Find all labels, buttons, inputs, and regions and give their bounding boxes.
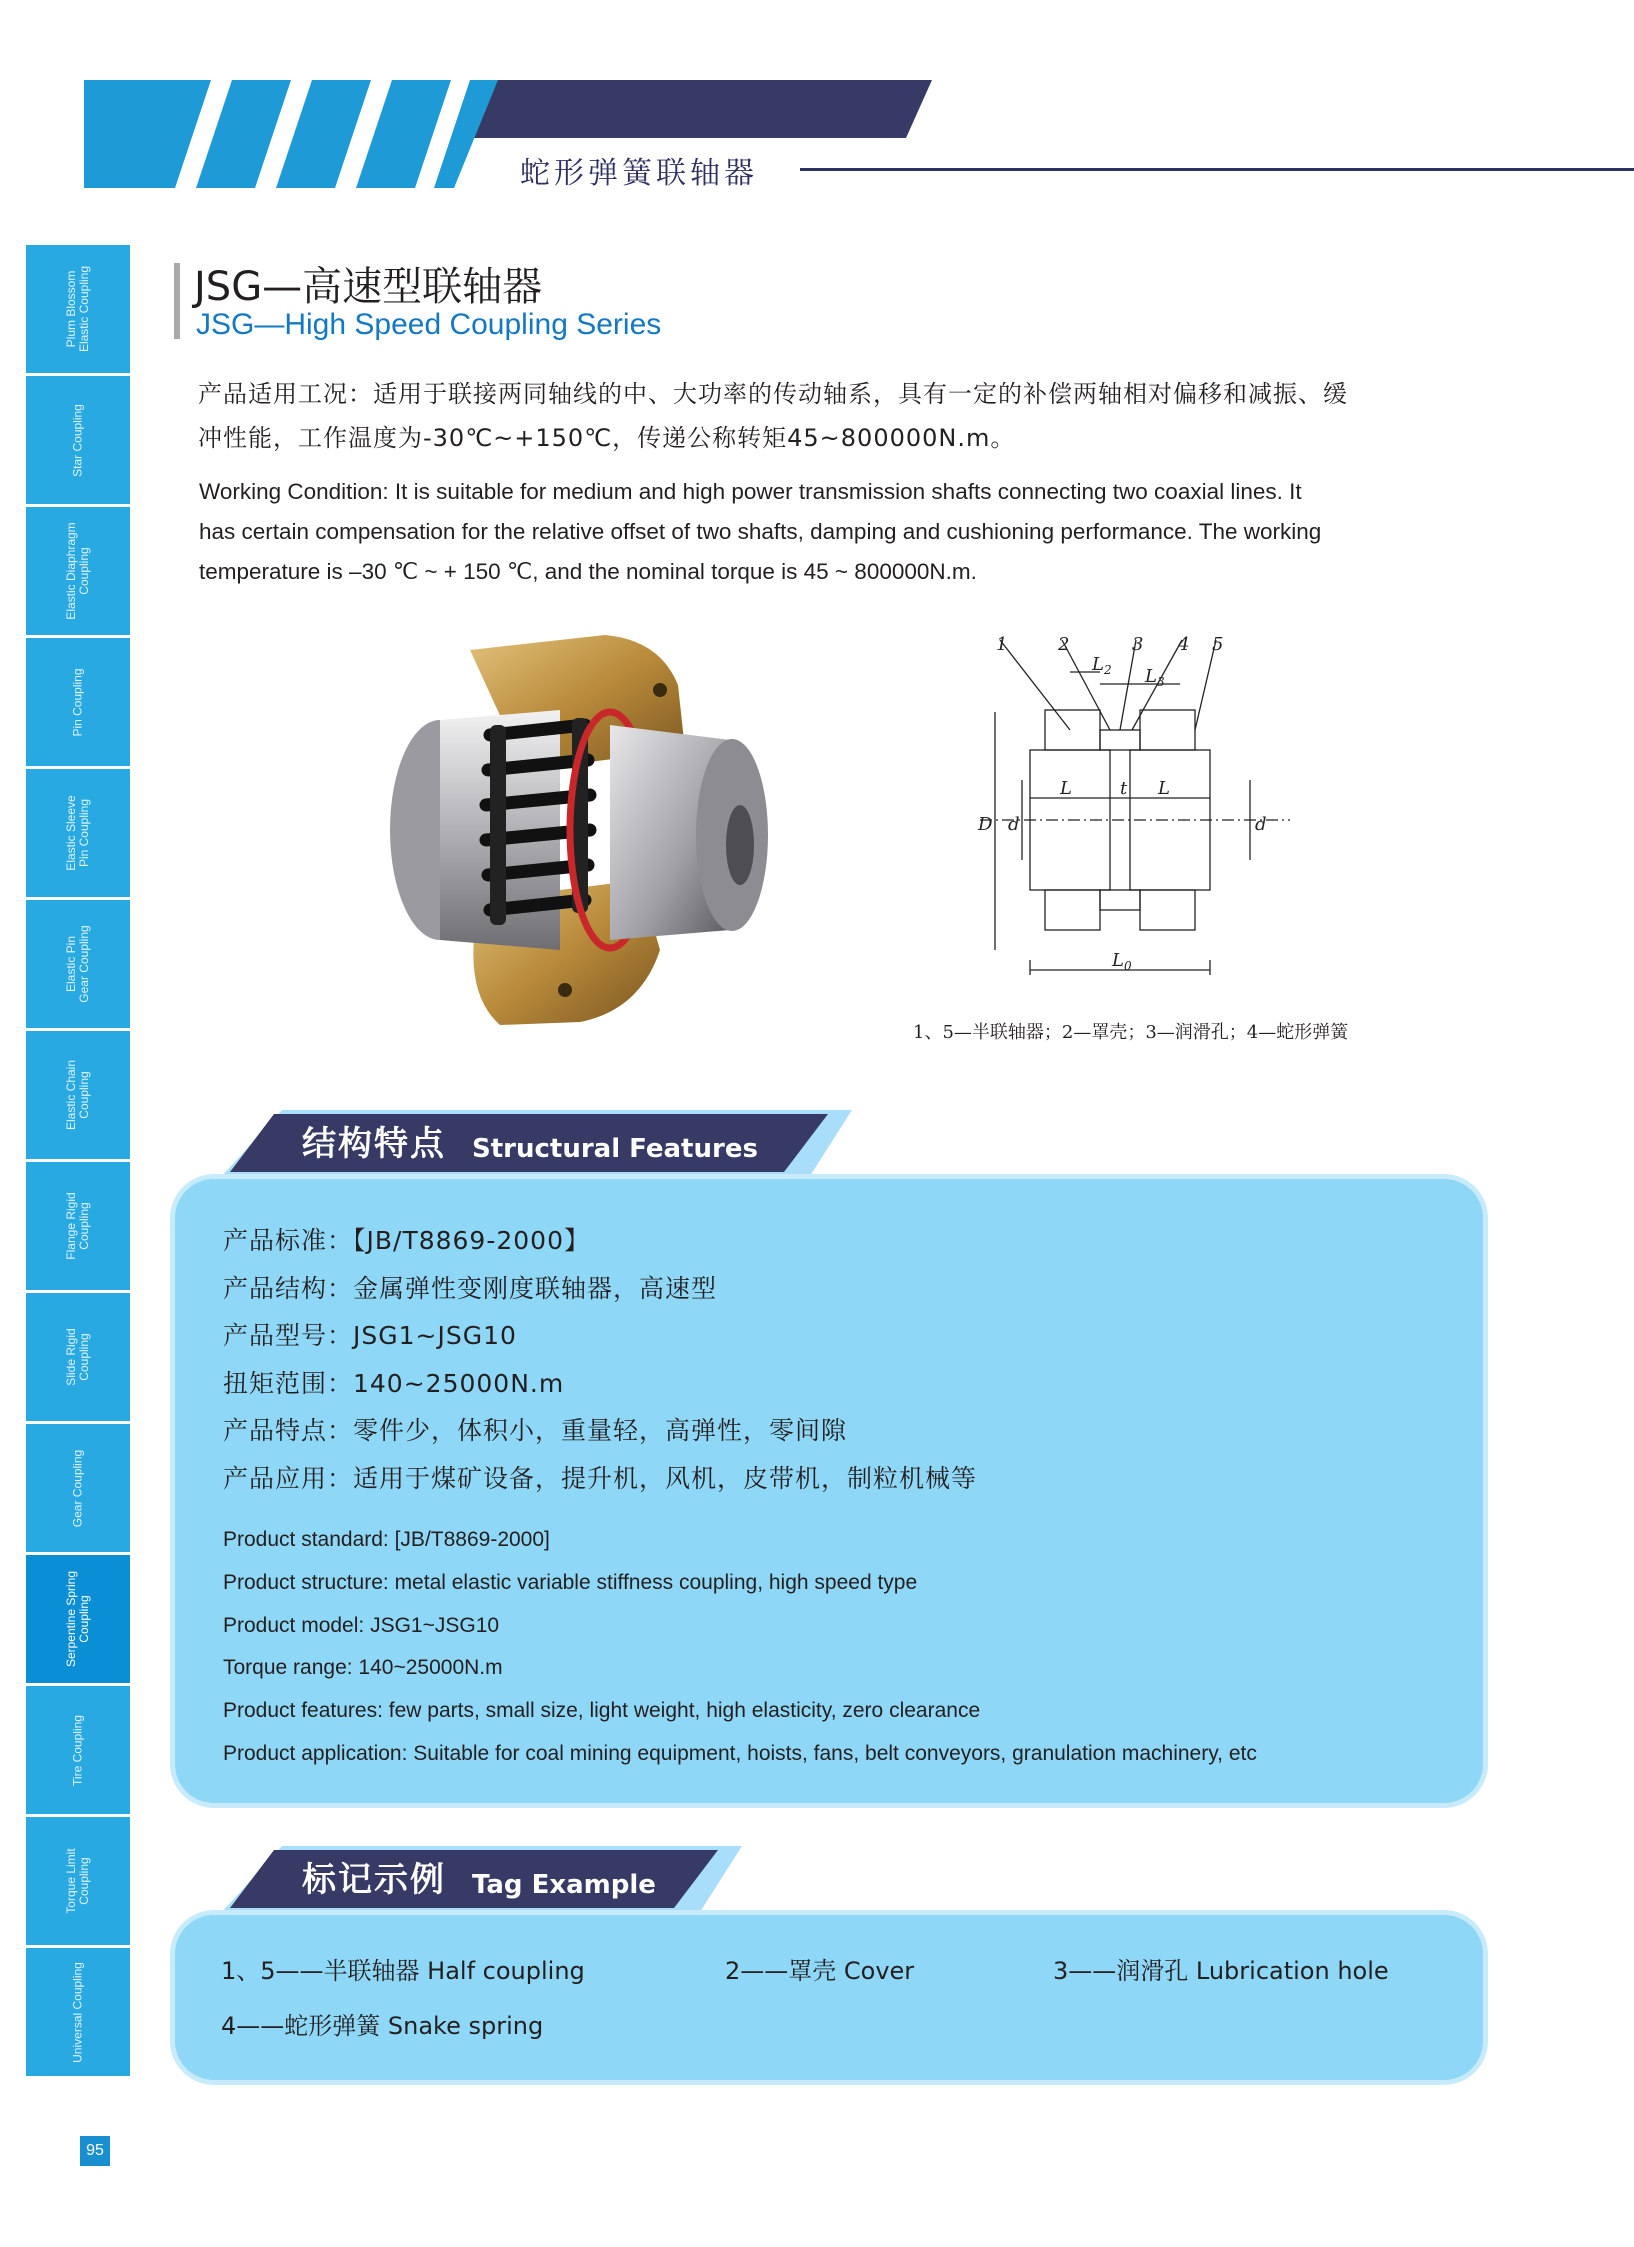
sidebar-item-elastic-diaphragm[interactable] (26, 507, 130, 635)
tag-item-half-coupling: 1、5——半联轴器 Half coupling (221, 1957, 585, 1985)
sidebar-item-torque-limit[interactable] (26, 1817, 130, 1945)
feature-en-line: Product structure: metal elastic variable stiffness coupling, high speed type (223, 1570, 918, 1594)
dim-l3-letter: L (1145, 666, 1157, 687)
tag-item-cover: 2——罩壳 Cover (725, 1957, 915, 1985)
dim-l0 (1111, 950, 1132, 973)
title-accent-bar (174, 263, 180, 339)
intro-cn (198, 372, 1518, 460)
page-number: 95 (80, 2136, 110, 2166)
sidebar-item-label: Elastic Diaphragm Coupling (64, 522, 91, 620)
sidebar-item-label: Plum Blossom Elastic Coupling (64, 265, 91, 353)
drawing-caption: 1、5—半联轴器；2—罩壳；3—润滑孔；4—蛇形弹簧 (913, 1022, 1349, 1043)
feature-cn-line: 产品结构：金属弹性变刚度联轴器，高速型 (223, 1273, 718, 1303)
tag-example-header-en: Tag Example (472, 1870, 656, 1900)
sidebar-item-pin[interactable] (26, 638, 130, 766)
dim-l2 (1091, 654, 1112, 677)
dim-l-right: L (1158, 778, 1170, 799)
dim-d-left: d (1008, 814, 1020, 835)
sidebar-item-label: Tire Coupling (70, 1714, 85, 1786)
dim-l3-sub: 3 (1156, 675, 1165, 689)
header-divider (800, 168, 1634, 171)
coupling-product-photo (360, 630, 780, 1030)
sidebar-item-label: Elastic Chain Coupling (64, 1059, 91, 1131)
sidebar-item-label: Star Coupling (70, 403, 85, 477)
sidebar-item-label: Elastic Sleeve Pin Coupling (64, 795, 91, 871)
dim-l-left: L (1060, 778, 1072, 799)
intro-en-line: has certain compensation for the relative offset of two shafts, damping and cushioning performance. The working (199, 519, 1322, 544)
sidebar-item-label: Torque Limit Coupling (64, 1848, 91, 1914)
intro-en-line: Working Condition: It is suitable for medium and high power transmission shafts connecting two coaxial lines. It (199, 479, 1302, 504)
dim-d-outer: D (978, 814, 993, 835)
page-subtitle: JSG—High Speed Coupling Series (196, 308, 662, 341)
dim-l2-letter: L (1092, 654, 1104, 675)
sidebar-item-slide-rigid[interactable] (26, 1293, 130, 1421)
feature-en-line: Torque range: 140~25000N.m (223, 1656, 503, 1680)
dim-t: t (1120, 778, 1128, 799)
tag-example-box (170, 1910, 1488, 2085)
sidebar-item-label: Slide Rigid Coupling (64, 1328, 91, 1386)
features-header-en: Structural Features (472, 1134, 758, 1164)
callout-3: 3 (1132, 634, 1144, 655)
intro-cn-line: 产品适用工况：适用于联接两同轴线的中、大功率的传动轴系，具有一定的补偿两轴相对偏移和减振、缓 (198, 380, 1348, 408)
intro-en (199, 472, 1519, 592)
sidebar-item-label: Gear Coupling (70, 1449, 85, 1527)
features-box (170, 1174, 1488, 1808)
tag-example-header-cn: 标记示例 (302, 1860, 446, 1900)
technical-drawing (960, 630, 1340, 1030)
sidebar-item-gear[interactable] (26, 1424, 130, 1552)
dim-l0-sub: 0 (1123, 959, 1132, 973)
feature-en-line: Product model: JSG1~JSG10 (223, 1613, 500, 1637)
dim-l2-sub: 2 (1103, 663, 1112, 677)
sidebar-item-elastic-chain[interactable] (26, 1031, 130, 1159)
sidebar-item-flange-rigid[interactable] (26, 1162, 130, 1290)
dim-l3 (1144, 666, 1165, 689)
header-title: 蛇形弹簧联轴器 (520, 156, 758, 191)
feature-cn-line: 扭矩范围：140~25000N.m (223, 1368, 565, 1398)
features-header-cn: 结构特点 (302, 1124, 446, 1164)
sidebar-item-elastic-pin-gear[interactable] (26, 900, 130, 1028)
features-en-list (223, 1519, 1257, 1776)
category-sidebar (26, 245, 130, 2081)
feature-cn-line: 产品应用：适用于煤矿设备，提升机，风机，皮带机，制粒机械等 (223, 1463, 978, 1493)
page-title: JSG—高速型联轴器 (194, 264, 543, 310)
features-header (222, 1110, 852, 1176)
feature-en-line: Product standard: [JB/T8869-2000] (223, 1528, 550, 1551)
feature-cn-line: 产品标准：【JB/T8869-2000】 (223, 1226, 590, 1255)
tag-item-snake-spring: 4——蛇形弹簧 Snake spring (221, 2012, 544, 2040)
feature-en-line: Product application: Suitable for coal mining equipment, hoists, fans, belt conveyors, granulation machinery, etc (223, 1741, 1257, 1765)
callout-4: 4 (1178, 634, 1190, 655)
sidebar-item-plum-blossom[interactable] (26, 245, 130, 373)
feature-cn-line: 产品特点：零件少，体积小，重量轻，高弹性，零间隙 (223, 1416, 848, 1445)
callout-5: 5 (1212, 634, 1224, 655)
intro-cn-line: 冲性能，工作温度为-30℃~+150℃，传递公称转矩45~800000N.m。 (198, 424, 1016, 452)
sidebar-item-label: Serpentine Spring Coupling (64, 1570, 91, 1668)
sidebar-item-universal[interactable] (26, 1948, 130, 2076)
sidebar-item-label: Flange Rigid Coupling (64, 1192, 91, 1260)
sidebar-item-star[interactable] (26, 376, 130, 504)
callout-1: 1 (996, 634, 1008, 655)
intro-en-line: temperature is –30 ℃ ~ + 150 ℃, and the nominal torque is 45 ~ 800000N.m. (199, 559, 977, 584)
sidebar-item-label: Pin Coupling (70, 667, 85, 737)
feature-cn-line: 产品型号：JSG1~JSG10 (223, 1321, 517, 1350)
sidebar-item-label: Universal Coupling (70, 1961, 85, 2063)
sidebar-item-tire[interactable] (26, 1686, 130, 1814)
dim-l0-letter: L (1112, 950, 1124, 971)
sidebar-item-elastic-sleeve-pin[interactable] (26, 769, 130, 897)
callout-2: 2 (1058, 634, 1070, 655)
tag-item-lubrication-hole: 3——润滑孔 Lubrication hole (1053, 1957, 1389, 1985)
feature-en-line: Product features: few parts, small size, light weight, high elasticity, zero clearance (223, 1699, 981, 1723)
dim-d-right: d (1255, 814, 1267, 835)
sidebar-item-serpentine-spring[interactable] (26, 1555, 130, 1683)
tag-example-header (222, 1846, 742, 1912)
features-cn-list (223, 1217, 977, 1502)
sidebar-item-label: Elastic Pin Gear Coupling (64, 925, 91, 1003)
